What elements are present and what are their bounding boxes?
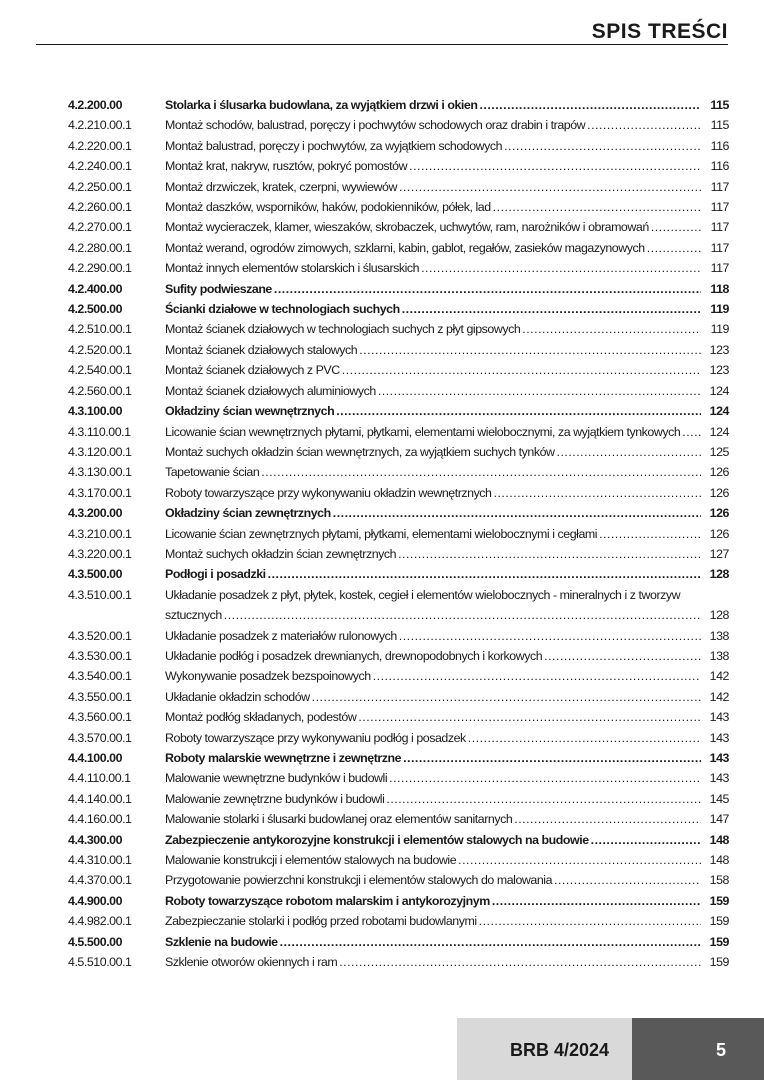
toc-entry-row — [68, 626, 729, 646]
toc-entry-code: 4.2.510.00.1 — [68, 322, 132, 337]
dot-leader — [312, 687, 701, 707]
dot-leader — [342, 360, 701, 380]
toc-entry-row — [68, 381, 729, 401]
toc-entry-code: 4.3.500.00 — [68, 567, 123, 582]
dot-leader — [339, 952, 701, 972]
toc-entry-title: Malowanie wewnętrzne budynków i budowli — [165, 771, 388, 786]
toc-entry-title-block — [165, 870, 701, 890]
toc-entry-code: 4.5.500.00 — [68, 934, 123, 949]
toc-entry-page: 115 — [710, 118, 729, 133]
toc-entry-page: 124 — [709, 404, 729, 419]
toc-entry-page: 143 — [709, 771, 729, 786]
toc-entry-title: Roboty towarzyszące przy wykonywaniu okładzin wewnętrznych — [165, 485, 492, 500]
toc-entry-title: Montaż ścianek działowych stalowych — [165, 342, 358, 357]
toc-entry-page: 126 — [709, 465, 729, 480]
toc-entry-title-block — [165, 381, 701, 401]
toc-entry-page: 117 — [710, 240, 729, 255]
toc-entry-code: 4.2.280.00.1 — [68, 240, 132, 255]
toc-section-row — [68, 891, 729, 911]
toc-entry-code: 4.2.560.00.1 — [68, 383, 132, 398]
toc-entry-title: Montaż podłóg składanych, podestów — [165, 710, 357, 725]
toc-entry-page: 126 — [709, 526, 729, 541]
toc-entry-code: 4.3.100.00 — [68, 404, 123, 419]
toc-entry-page: 126 — [709, 506, 729, 521]
toc-entry-row — [68, 258, 729, 278]
toc-entry-code: 4.3.570.00.1 — [68, 730, 132, 745]
toc-entry-row — [68, 217, 729, 237]
dot-leader — [468, 728, 701, 748]
dot-leader — [378, 381, 701, 401]
toc-entry-page: 143 — [709, 730, 729, 745]
toc-entry-page: 117 — [710, 261, 729, 276]
toc-entry-title-block — [165, 503, 701, 523]
toc-entry-page: 124 — [709, 383, 729, 398]
toc-entry-code: 4.2.270.00.1 — [68, 220, 132, 235]
toc-entry-page: 138 — [709, 648, 729, 663]
toc-entry-code: 4.3.530.00.1 — [68, 648, 132, 663]
toc-entry-page: 115 — [710, 98, 729, 112]
toc-entry-title-block — [165, 299, 701, 319]
dot-leader — [479, 95, 701, 115]
toc-entry-title: Ścianki działowe w technologiach suchych — [165, 302, 400, 317]
dot-leader — [458, 850, 701, 870]
dot-leader — [554, 870, 701, 890]
dot-leader — [479, 911, 701, 931]
toc-entry-page: 145 — [709, 791, 729, 806]
toc-section-row — [68, 299, 729, 319]
dot-leader — [651, 217, 701, 237]
dot-leader — [373, 666, 701, 686]
toc-entry-page: 142 — [709, 669, 729, 684]
toc-entry-title-block — [165, 319, 701, 339]
toc-entry-title: Montaż suchych okładzin ścian wewnętrznych, za wyjątkiem suchych tynków — [165, 444, 555, 459]
toc-section-row — [68, 279, 729, 299]
toc-entry-title: Wykonywanie posadzek bezspoinowych — [165, 669, 371, 684]
toc-entry-title-block — [165, 340, 701, 360]
toc-section-row — [68, 748, 729, 768]
toc-entry-code: 4.4.100.00 — [68, 751, 123, 765]
footer-issue-label: BRB 4/2024 — [510, 1040, 610, 1060]
toc-entry-page: 147 — [709, 812, 729, 827]
toc-entry-title-block — [165, 911, 701, 931]
toc-entry-row — [68, 156, 729, 176]
toc-entry-title-block — [165, 360, 701, 380]
toc-entry-page: 159 — [709, 934, 729, 949]
dot-leader — [389, 768, 701, 788]
toc-entry-code: 4.4.900.00 — [68, 893, 123, 908]
toc-entry-row — [68, 707, 729, 727]
toc-entry-row — [68, 422, 729, 442]
toc-entry-title-block — [165, 483, 701, 503]
toc-entry-code: 4.3.520.00.1 — [68, 628, 132, 643]
toc-entry-page: 159 — [709, 955, 729, 970]
toc-entry-row — [68, 809, 729, 829]
toc-entry-code: 4.4.982.00.1 — [68, 914, 132, 929]
toc-entry-title-block — [165, 462, 701, 482]
dot-leader — [402, 299, 701, 319]
toc-entry-title-block — [165, 156, 701, 176]
toc-entry-title: Licowanie ścian zewnętrznych płytami, płytkami, elementami wielobocznymi i cegłami — [165, 526, 598, 541]
toc-entry-row — [68, 319, 729, 339]
toc-entry-title-block — [165, 748, 701, 768]
toc-entry-code: 4.2.520.00.1 — [68, 342, 132, 357]
toc-entry-title: Montaż werand, ogrodów zimowych, szklarni, kabin, gablot, regałów, zasieków magazynowych — [165, 240, 645, 255]
toc-entry-code: 4.4.310.00.1 — [68, 853, 132, 868]
toc-entry-page: 117 — [710, 220, 729, 235]
dot-leader — [504, 136, 701, 156]
toc-entry-code: 4.3.130.00.1 — [68, 465, 132, 480]
toc-entry-title: Podłogi i posadzki — [165, 567, 266, 582]
toc-entry-title: Okładziny ścian wewnętrznych — [165, 404, 335, 419]
toc-entry-title: Montaż suchych okładzin ścian zewnętrznych — [165, 546, 397, 561]
dot-leader — [591, 830, 701, 850]
toc-entry-code: 4.2.220.00.1 — [68, 138, 132, 153]
toc-entry-row — [68, 850, 729, 870]
toc-entry-page: 159 — [709, 914, 729, 929]
toc-entry-title: Okładziny ścian zewnętrznych — [165, 506, 331, 521]
dot-leader — [522, 319, 701, 339]
toc-entry-code: 4.4.370.00.1 — [68, 873, 132, 888]
toc-entry-code: 4.3.170.00.1 — [68, 485, 132, 500]
table-of-contents — [68, 95, 729, 972]
toc-entry-title-block — [165, 666, 701, 686]
toc-entry-title: Roboty towarzyszące przy wykonywaniu podłóg i posadzek — [165, 730, 466, 745]
toc-entry-row — [68, 911, 729, 931]
toc-section-row — [68, 830, 729, 850]
dot-leader — [409, 156, 701, 176]
toc-entry-title: Stolarka i ślusarka budowlana, za wyjątkiem drzwi i okien — [165, 98, 478, 112]
toc-entry-code: 4.3.510.00.1 — [68, 587, 132, 602]
toc-entry-title: Przygotowanie powierzchni konstrukcji i elementów stalowych do malowania — [165, 873, 553, 888]
toc-entry-code: 4.4.110.00.1 — [68, 771, 131, 786]
toc-entry-title-block — [165, 626, 701, 646]
toc-entry-row — [68, 768, 729, 788]
toc-entry-title-block — [165, 728, 701, 748]
dot-leader — [403, 748, 701, 768]
toc-entry-code: 4.3.120.00.1 — [68, 444, 132, 459]
toc-entry-title-block — [165, 830, 701, 850]
dot-leader — [587, 115, 701, 135]
dot-leader — [544, 646, 701, 666]
toc-entry-code: 4.2.200.00 — [68, 98, 123, 112]
toc-entry-page: 142 — [709, 689, 729, 704]
toc-entry-row — [68, 870, 729, 890]
toc-entry-title-block — [165, 952, 701, 972]
toc-entry-page: 118 — [710, 281, 729, 296]
toc-entry-title: Montaż wycieraczek, klamer, wieszaków, skrobaczek, uchwytów, ram, narożników i obramowań — [165, 220, 649, 235]
toc-entry-row — [68, 728, 729, 748]
toc-entry-row — [68, 442, 729, 462]
dot-leader — [268, 564, 701, 584]
toc-entry-title-block — [165, 809, 701, 829]
toc-entry-page: 117 — [710, 179, 729, 194]
toc-entry-code: 4.3.200.00 — [68, 506, 123, 521]
toc-entry-title: Montaż daszków, wsporników, haków, podokienników, półek, lad — [165, 200, 491, 215]
toc-entry-title: Zabezpieczanie stolarki i podłóg przed robotami budowlanymi — [165, 914, 477, 929]
toc-entry-code: 4.3.550.00.1 — [68, 689, 132, 704]
toc-entry-title-block — [165, 850, 701, 870]
toc-entry-code: 4.3.560.00.1 — [68, 710, 132, 725]
toc-entry-row — [68, 177, 729, 197]
toc-section-row — [68, 564, 729, 584]
dot-leader — [359, 340, 701, 360]
toc-entry-page: 116 — [710, 138, 729, 153]
toc-entry-title-block — [165, 95, 701, 115]
toc-entry-page: 128 — [709, 608, 729, 623]
toc-entry-row — [68, 197, 729, 217]
toc-entry-row — [68, 585, 729, 626]
toc-entry-page: 119 — [710, 322, 729, 337]
toc-entry-row — [68, 238, 729, 258]
toc-entry-row — [68, 687, 729, 707]
toc-entry-code: 4.2.540.00.1 — [68, 363, 132, 378]
toc-entry-page: 127 — [709, 546, 729, 561]
toc-entry-title-block — [165, 646, 701, 666]
toc-entry-row — [68, 136, 729, 156]
dot-leader — [261, 462, 701, 482]
toc-entry-title-block — [165, 524, 701, 544]
dot-leader — [682, 422, 701, 442]
toc-entry-page: 143 — [709, 751, 729, 765]
toc-entry-row — [68, 524, 729, 544]
toc-entry-page: 119 — [710, 302, 729, 317]
toc-entry-page: 116 — [710, 159, 729, 174]
toc-entry-title-block — [165, 197, 701, 217]
dot-leader — [557, 442, 701, 462]
toc-entry-code: 4.4.160.00.1 — [68, 812, 132, 827]
toc-entry-title-block — [165, 932, 701, 952]
toc-entry-page: 128 — [709, 567, 729, 582]
toc-entry-row — [68, 462, 729, 482]
toc-entry-page: 117 — [710, 200, 729, 215]
toc-entry-title: Układanie posadzek z płyt, płytek, kostek, cegieł i elementów wielobocznych - mineralnych i z tworzyw — [165, 587, 681, 602]
toc-entry-title-block — [165, 238, 701, 258]
dot-leader — [599, 524, 701, 544]
dot-leader — [514, 809, 701, 829]
dot-leader — [280, 932, 701, 952]
toc-section-row — [68, 932, 729, 952]
toc-entry-title-block — [165, 564, 701, 584]
dot-leader — [358, 707, 701, 727]
toc-entry-row — [68, 544, 729, 564]
toc-entry-page: 123 — [709, 342, 729, 357]
toc-entry-code: 4.2.500.00 — [68, 302, 123, 317]
dot-leader — [493, 197, 701, 217]
footer-page-box — [632, 1018, 764, 1080]
toc-entry-code: 4.3.220.00.1 — [68, 546, 132, 561]
toc-entry-title: Montaż ścianek działowych z PVC — [165, 363, 340, 378]
toc-section-row — [68, 95, 729, 115]
toc-entry-code: 4.3.540.00.1 — [68, 669, 132, 684]
toc-entry-title-block — [165, 891, 701, 911]
dot-leader — [399, 626, 701, 646]
toc-entry-page: 124 — [709, 424, 729, 439]
toc-entry-title: Montaż ścianek działowych aluminiowych — [165, 383, 376, 398]
toc-entry-title-block — [165, 217, 701, 237]
toc-entry-title-continuation: sztucznych — [165, 608, 222, 623]
dot-leader — [494, 483, 702, 503]
toc-entry-row — [68, 952, 729, 972]
toc-entry-title: Montaż balustrad, poręczy i pochwytów, za wyjątkiem schodowych — [165, 138, 503, 153]
toc-entry-title-block — [165, 279, 701, 299]
dot-leader — [398, 544, 701, 564]
toc-entry-title: Roboty malarskie wewnętrzne i zewnętrzne — [165, 751, 402, 765]
toc-entry-title-block — [165, 768, 701, 788]
toc-entry-title: Montaż innych elementów stolarskich i ślusarskich — [165, 261, 420, 276]
toc-entry-code: 4.3.110.00.1 — [68, 424, 131, 439]
toc-entry-row — [68, 360, 729, 380]
toc-entry-title: Szklenie otworów okiennych i ram — [165, 955, 338, 970]
header-divider — [36, 44, 728, 45]
toc-section-row — [68, 503, 729, 523]
toc-entry-title-block — [165, 115, 701, 135]
toc-entry-title: Malowanie stolarki i ślusarki budowlanej oraz elementów sanitarnych — [165, 812, 513, 827]
dot-leader — [386, 789, 701, 809]
toc-entry-title: Montaż ścianek działowych w technologiach suchych z płyt gipsowych — [165, 322, 521, 337]
toc-entry-row — [68, 115, 729, 135]
dot-leader — [647, 238, 701, 258]
toc-entry-page: 148 — [709, 853, 729, 868]
toc-entry-title-block — [165, 422, 701, 442]
toc-entry-title: Montaż schodów, balustrad, poręczy i pochwytów schodowych oraz drabin i trapów — [165, 118, 586, 133]
toc-entry-title-block — [165, 442, 701, 462]
toc-section-row — [68, 401, 729, 421]
page-header-title: SPIS TREŚCI — [591, 20, 728, 43]
dot-leader — [336, 401, 701, 421]
toc-entry-code: 4.2.210.00.1 — [68, 118, 132, 133]
toc-entry-code: 4.3.210.00.1 — [68, 526, 132, 541]
toc-entry-title: Montaż drzwiczek, kratek, czerpni, wywiewów — [165, 179, 397, 194]
toc-entry-title-block — [165, 544, 701, 564]
toc-entry-title: Szklenie na budowie — [165, 934, 278, 949]
toc-entry-page: 158 — [709, 873, 729, 888]
toc-entry-title-block — [165, 789, 701, 809]
toc-entry-title: Układanie okładzin schodów — [165, 689, 310, 704]
toc-entry-title-block — [165, 136, 701, 156]
toc-entry-code: 4.2.290.00.1 — [68, 261, 132, 276]
toc-entry-title-block — [165, 687, 701, 707]
toc-entry-title: Tapetowanie ścian — [165, 465, 260, 480]
toc-entry-page: 148 — [709, 832, 729, 847]
footer-page-number: 5 — [716, 1040, 727, 1060]
toc-entry-code: 4.2.240.00.1 — [68, 159, 132, 174]
toc-entry-row — [68, 666, 729, 686]
toc-entry-page: 138 — [709, 628, 729, 643]
toc-entry-title-block — [165, 585, 701, 626]
toc-entry-page: 159 — [709, 893, 729, 908]
dot-leader — [274, 279, 701, 299]
toc-entry-code: 4.2.260.00.1 — [68, 200, 132, 215]
toc-entry-row — [68, 483, 729, 503]
toc-entry-title: Układanie podłóg i posadzek drewnianych, drewnopodobnych i korkowych — [165, 648, 543, 663]
toc-entry-row — [68, 646, 729, 666]
toc-entry-page: 143 — [709, 710, 729, 725]
toc-entry-page: 125 — [709, 444, 729, 459]
toc-entry-title: Roboty towarzyszące robotom malarskim i antykorozyjnym — [165, 893, 490, 908]
dot-leader — [224, 605, 701, 625]
toc-entry-title-block — [165, 177, 701, 197]
toc-entry-page: 123 — [709, 363, 729, 378]
toc-entry-row — [68, 340, 729, 360]
toc-entry-code: 4.2.400.00 — [68, 281, 123, 296]
toc-entry-code: 4.5.510.00.1 — [68, 955, 132, 970]
toc-entry-title-block — [165, 258, 701, 278]
toc-entry-title: Malowanie zewnętrzne budynków i budowli — [165, 791, 385, 806]
toc-entry-title-block — [165, 707, 701, 727]
toc-entry-title: Malowanie konstrukcji i elementów stalowych na budowie — [165, 853, 457, 868]
toc-entry-code: 4.2.250.00.1 — [68, 179, 132, 194]
dot-leader — [399, 177, 701, 197]
toc-entry-title: Zabezpieczenie antykorozyjne konstrukcji i elementów stalowych na budowie — [165, 832, 589, 847]
toc-entry-row — [68, 789, 729, 809]
toc-entry-title: Montaż krat, nakryw, rusztów, pokryć pomostów — [165, 159, 408, 174]
toc-entry-code: 4.4.140.00.1 — [68, 791, 132, 806]
toc-entry-title: Układanie posadzek z materiałów rulonowych — [165, 628, 397, 643]
dot-leader — [333, 503, 701, 523]
dot-leader — [492, 891, 701, 911]
toc-entry-page: 126 — [709, 485, 729, 500]
dot-leader — [421, 258, 701, 278]
toc-entry-title-block — [165, 401, 701, 421]
toc-entry-code: 4.4.300.00 — [68, 832, 123, 847]
toc-entry-title: Licowanie ścian wewnętrznych płytami, płytkami, elementami wielobocznymi, za wyjątkiem tynkowych — [165, 424, 681, 439]
toc-entry-title: Sufity podwieszane — [165, 281, 272, 296]
